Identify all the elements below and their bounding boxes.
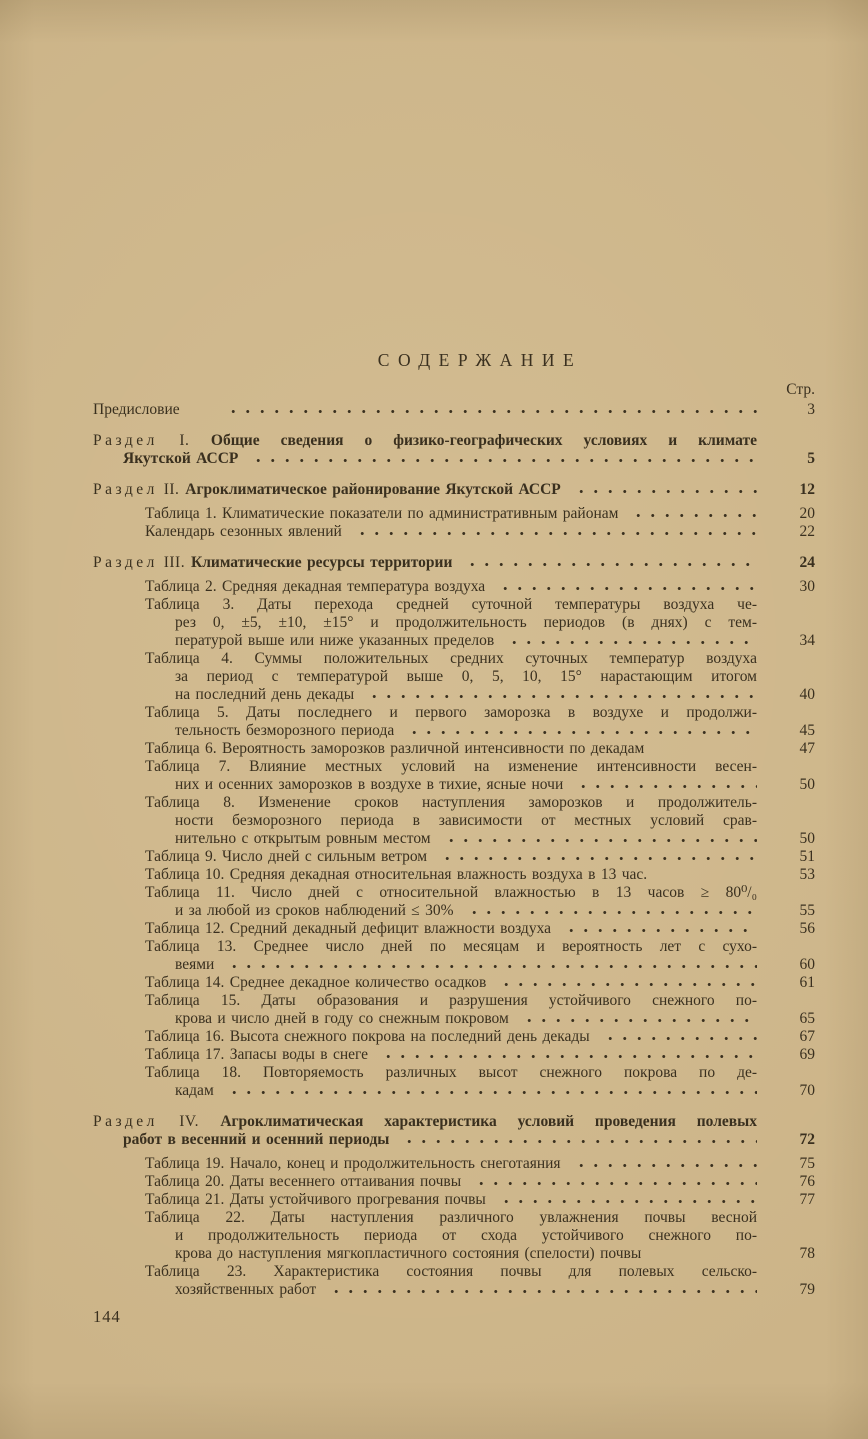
page-number: 67 (799, 1028, 815, 1045)
toc-section-entry (93, 1113, 815, 1149)
page-number: 51 (799, 848, 815, 865)
toc-entry (93, 1209, 815, 1263)
toc-entry-text (93, 481, 561, 499)
page-number: 56 (799, 920, 815, 937)
table-of-contents (93, 401, 815, 1299)
toc-entry-text: Таблица 8. Изменение сроков наступления заморозков и продолжитель- (145, 794, 757, 811)
section-numeral: II. (157, 481, 186, 498)
page-number: 34 (799, 632, 815, 649)
toc-line (145, 848, 815, 866)
section-numeral: IV. (157, 1113, 221, 1130)
toc-line (145, 1263, 757, 1281)
toc-entry-text: Таблица 22. Даты наступления различного увлажнения почвы весной (145, 1209, 757, 1226)
toc-entry-text: Таблица 9. Число дней с сильным ветром (145, 848, 428, 865)
toc-line (93, 554, 815, 572)
page-number: 50 (799, 776, 815, 793)
dot-leader (495, 974, 757, 987)
toc-entry (93, 1191, 815, 1209)
toc-entry-text: работ в весенний и осенний периоды (123, 1131, 390, 1148)
toc-line (93, 432, 757, 450)
toc-entry-text: Таблица 16. Высота снежного покрова на последний день декады (145, 1028, 590, 1045)
toc-line (175, 830, 815, 848)
page-number: 40 (799, 686, 815, 703)
section-word: Раздел (93, 432, 158, 449)
page-number: 12 (799, 481, 815, 498)
dot-leader (440, 830, 757, 843)
toc-entry (93, 992, 815, 1028)
dot-leader (363, 686, 757, 699)
toc-line (175, 686, 815, 704)
page-number: 77 (799, 1191, 815, 1208)
toc-entry-text: крова до наступления мягкопластичного состояния (спелости) почвы (175, 1245, 642, 1262)
toc-entry-text: за период с температурой выше 0, 5, 10, 15° нарастающим итогом (175, 668, 757, 685)
toc-line (175, 722, 815, 740)
toc-entry-text: Таблица 6. Вероятность заморозков различной интенсивности по декадам (145, 740, 645, 757)
toc-entry-text: Якутской АССР (123, 450, 239, 467)
page-number: 20 (799, 505, 815, 522)
toc-entry (93, 974, 815, 992)
page-number: 69 (799, 1046, 815, 1063)
toc-line (145, 578, 815, 596)
section-title: Общие сведения о физико-географических условиях и климате (210, 432, 758, 449)
toc-entry-text: Таблица 15. Даты образования и разрушения устойчивого снежного по- (145, 992, 757, 1009)
dot-leader (470, 1173, 757, 1186)
dot-leader (572, 776, 757, 789)
toc-line (145, 1209, 757, 1227)
toc-entry-text: Таблица 13. Среднее число дней по месяцам и вероятность лет с сухо- (145, 938, 757, 955)
dot-leader (570, 481, 757, 494)
toc-line (145, 866, 815, 884)
page-number: 3 (807, 401, 815, 418)
toc-line (145, 596, 757, 614)
page-number: 30 (799, 578, 815, 595)
toc-line (175, 668, 757, 686)
toc-line (145, 1173, 815, 1191)
section-title: Агроклиматическое районирование Якутской АССР (185, 481, 561, 498)
section-word: Раздел (93, 1113, 158, 1130)
toc-entry-text: веями (175, 956, 215, 973)
toc-entry (93, 1046, 815, 1064)
toc-line (175, 1082, 815, 1100)
toc-entry-text: пературой выше или ниже указанных пределов (175, 632, 495, 649)
dot-leader (518, 1010, 757, 1023)
toc-entry-text: Таблица 4. Суммы положительных средних суточных температур воздуха (145, 650, 757, 667)
toc-line (145, 1028, 815, 1046)
toc-line (145, 650, 757, 668)
toc-line (145, 758, 757, 776)
dot-leader (398, 1131, 757, 1144)
toc-entry (93, 505, 815, 523)
toc-line (145, 884, 757, 902)
toc-entry-text: рез 0, ±5, ±10, ±15° и продолжительность периодов (в днях) с тем- (175, 614, 757, 631)
toc-line (145, 992, 757, 1010)
toc-entry-text: Предисловие (93, 401, 180, 418)
toc-entry-text: и продолжительность периода от схода устойчивого снежного по- (175, 1227, 757, 1244)
toc-entry-text: Таблица 20. Даты весеннего оттаивания почвы (145, 1173, 462, 1190)
page-title: СОДЕРЖАНИЕ (377, 350, 583, 370)
toc-entry-text: Календарь сезонных явлений (145, 523, 342, 540)
toc-entry-text: тельность безморозного периода (175, 722, 395, 739)
section-title: Агроклиматическая характеристика условий проведения полевых (220, 1113, 758, 1130)
toc-section-entry (93, 554, 815, 572)
dot-leader (222, 401, 757, 414)
toc-line (175, 1010, 815, 1028)
dot-leader (223, 1082, 757, 1095)
toc-line (145, 1155, 815, 1173)
section-word: Раздел (93, 554, 158, 571)
toc-entry (93, 848, 815, 866)
toc-entry (93, 650, 815, 704)
toc-entry-text (93, 432, 757, 449)
toc-entry-text: Таблица 23. Характеристика состояния почвы для полевых сельско- (145, 1263, 757, 1280)
toc-entry-text: ности безморозного периода в зависимости от местных условий срав- (175, 812, 757, 829)
toc-entry (93, 938, 815, 974)
dot-leader (494, 578, 757, 591)
page-number: 76 (799, 1173, 815, 1190)
toc-entry-text: кадам (175, 1082, 214, 1099)
section-word: Раздел (93, 481, 158, 498)
page-number: 60 (799, 956, 815, 973)
toc-entry (93, 1173, 815, 1191)
dot-leader (503, 632, 757, 645)
toc-line (93, 401, 815, 419)
dot-leader (650, 1245, 757, 1258)
toc-entry (93, 884, 815, 920)
page-number: 50 (799, 830, 815, 847)
toc-entry (93, 1155, 815, 1173)
dot-leader (599, 1028, 757, 1041)
toc-entry (93, 578, 815, 596)
page-number: 45 (799, 722, 815, 739)
page-number: 65 (799, 1010, 815, 1027)
toc-entry-text: Таблица 14. Среднее декадное количество осадков (145, 974, 487, 991)
toc-entry-text: на последний день декады (175, 686, 355, 703)
toc-section-entry (93, 481, 815, 499)
toc-entry-text: Таблица 21. Даты устойчивого прогревания почвы (145, 1191, 486, 1208)
toc-entry-text (93, 1113, 757, 1130)
dot-leader (403, 722, 757, 735)
toc-entry (93, 920, 815, 938)
toc-line (145, 1046, 815, 1064)
toc-entry-text: Таблица 11. Число дней с относительной влажностью в 13 часов ≥ 80⁰/₀ (145, 884, 757, 901)
dot-leader (495, 1191, 757, 1204)
section-numeral: III. (157, 554, 191, 571)
toc-line (175, 902, 815, 920)
toc-entry-text: Таблица 3. Даты перехода средней суточной температуры воздуха че- (145, 596, 757, 613)
dot-leader (325, 1281, 757, 1294)
toc-entry-text (93, 554, 452, 572)
dot-leader (351, 523, 757, 536)
dot-leader (461, 554, 757, 567)
toc-entry (93, 740, 815, 758)
toc-entry (93, 794, 815, 848)
section-numeral: I. (157, 432, 211, 449)
toc-line (175, 632, 815, 650)
toc-entry-text: Таблица 2. Средняя декадная температура воздуха (145, 578, 486, 595)
page-number: 55 (799, 902, 815, 919)
section-title: Климатические ресурсы территории (190, 554, 453, 571)
folio-page-number: 144 (93, 1307, 121, 1326)
toc-line (145, 740, 815, 758)
toc-line (145, 1064, 757, 1082)
toc-entry-text: Таблица 18. Повторяемость различных высот снежного покрова по де- (145, 1064, 757, 1081)
toc-entry (93, 1028, 815, 1046)
toc-line (145, 974, 815, 992)
toc-section-entry (93, 432, 815, 468)
toc-entry (93, 596, 815, 650)
page-number: 70 (799, 1082, 815, 1099)
toc-line (145, 794, 757, 812)
dot-leader (436, 848, 757, 861)
dot-leader (656, 866, 757, 879)
dot-leader (247, 450, 757, 463)
toc-entry-text: хозяйственных работ (175, 1281, 317, 1298)
toc-line (175, 812, 757, 830)
toc-entry (93, 866, 815, 884)
dot-leader (377, 1046, 757, 1059)
toc-entry-text: Таблица 1. Климатические показатели по административным районам (145, 505, 619, 522)
toc-line (175, 776, 815, 794)
page-number: 47 (799, 740, 815, 757)
toc-entry-text: Таблица 17. Запасы воды в снеге (145, 1046, 369, 1063)
toc-entry (93, 758, 815, 794)
dot-leader (463, 902, 757, 915)
page-column-header: Стр. (786, 381, 815, 398)
dot-leader (627, 505, 757, 518)
page-number: 78 (799, 1245, 815, 1262)
page-number: 79 (799, 1281, 815, 1298)
toc-entry (93, 401, 815, 419)
toc-line (175, 1281, 815, 1299)
toc-entry-text: и за любой из сроков наблюдений ≤ 30% (175, 902, 454, 919)
toc-line (145, 523, 815, 541)
page-number: 75 (799, 1155, 815, 1172)
page-number: 22 (799, 523, 815, 540)
toc-line (175, 1245, 815, 1263)
toc-entry-text: них и осенних заморозков в воздухе в тихие, ясные ночи (175, 776, 564, 793)
toc-line (145, 920, 815, 938)
toc-line (175, 1227, 757, 1245)
toc-entry-text: Таблица 19. Начало, конец и продолжительность снеготаяния (145, 1155, 561, 1172)
toc-line (123, 1131, 815, 1149)
toc-entry-text: Таблица 12. Средний декадный дефицит влажности воздуха (145, 920, 551, 937)
toc-line (93, 1113, 757, 1131)
toc-entry-text: Таблица 10. Средняя декадная относительная влажность воздуха в 13 час. (145, 866, 648, 883)
toc-entry (93, 704, 815, 740)
toc-line (175, 614, 757, 632)
toc-entry-text: Таблица 7. Влияние местных условий на изменение интенсивности весен- (145, 758, 757, 775)
toc-entry (93, 1064, 815, 1100)
toc-line (145, 938, 757, 956)
toc-entry (93, 1263, 815, 1299)
toc-entry-text: нительно с открытым ровным местом (175, 830, 431, 847)
page-number: 72 (799, 1131, 815, 1148)
toc-line (145, 505, 815, 523)
toc-line (145, 1191, 815, 1209)
toc-line (93, 481, 815, 499)
toc-entry (93, 523, 815, 541)
toc-line (145, 704, 757, 722)
dot-leader (223, 956, 757, 969)
page-number: 24 (799, 554, 815, 571)
page-number: 61 (799, 974, 815, 991)
dot-leader (653, 740, 757, 753)
toc-line (175, 956, 815, 974)
page-number: 5 (807, 450, 815, 467)
toc-entry-text: Таблица 5. Даты последнего и первого заморозка в воздухе и продолжи- (145, 704, 757, 721)
dot-leader (560, 920, 757, 933)
toc-line (123, 450, 815, 468)
dot-leader (570, 1155, 757, 1168)
page-number: 53 (799, 866, 815, 883)
toc-entry-text: крова и число дней в году со снежным покровом (175, 1010, 509, 1027)
